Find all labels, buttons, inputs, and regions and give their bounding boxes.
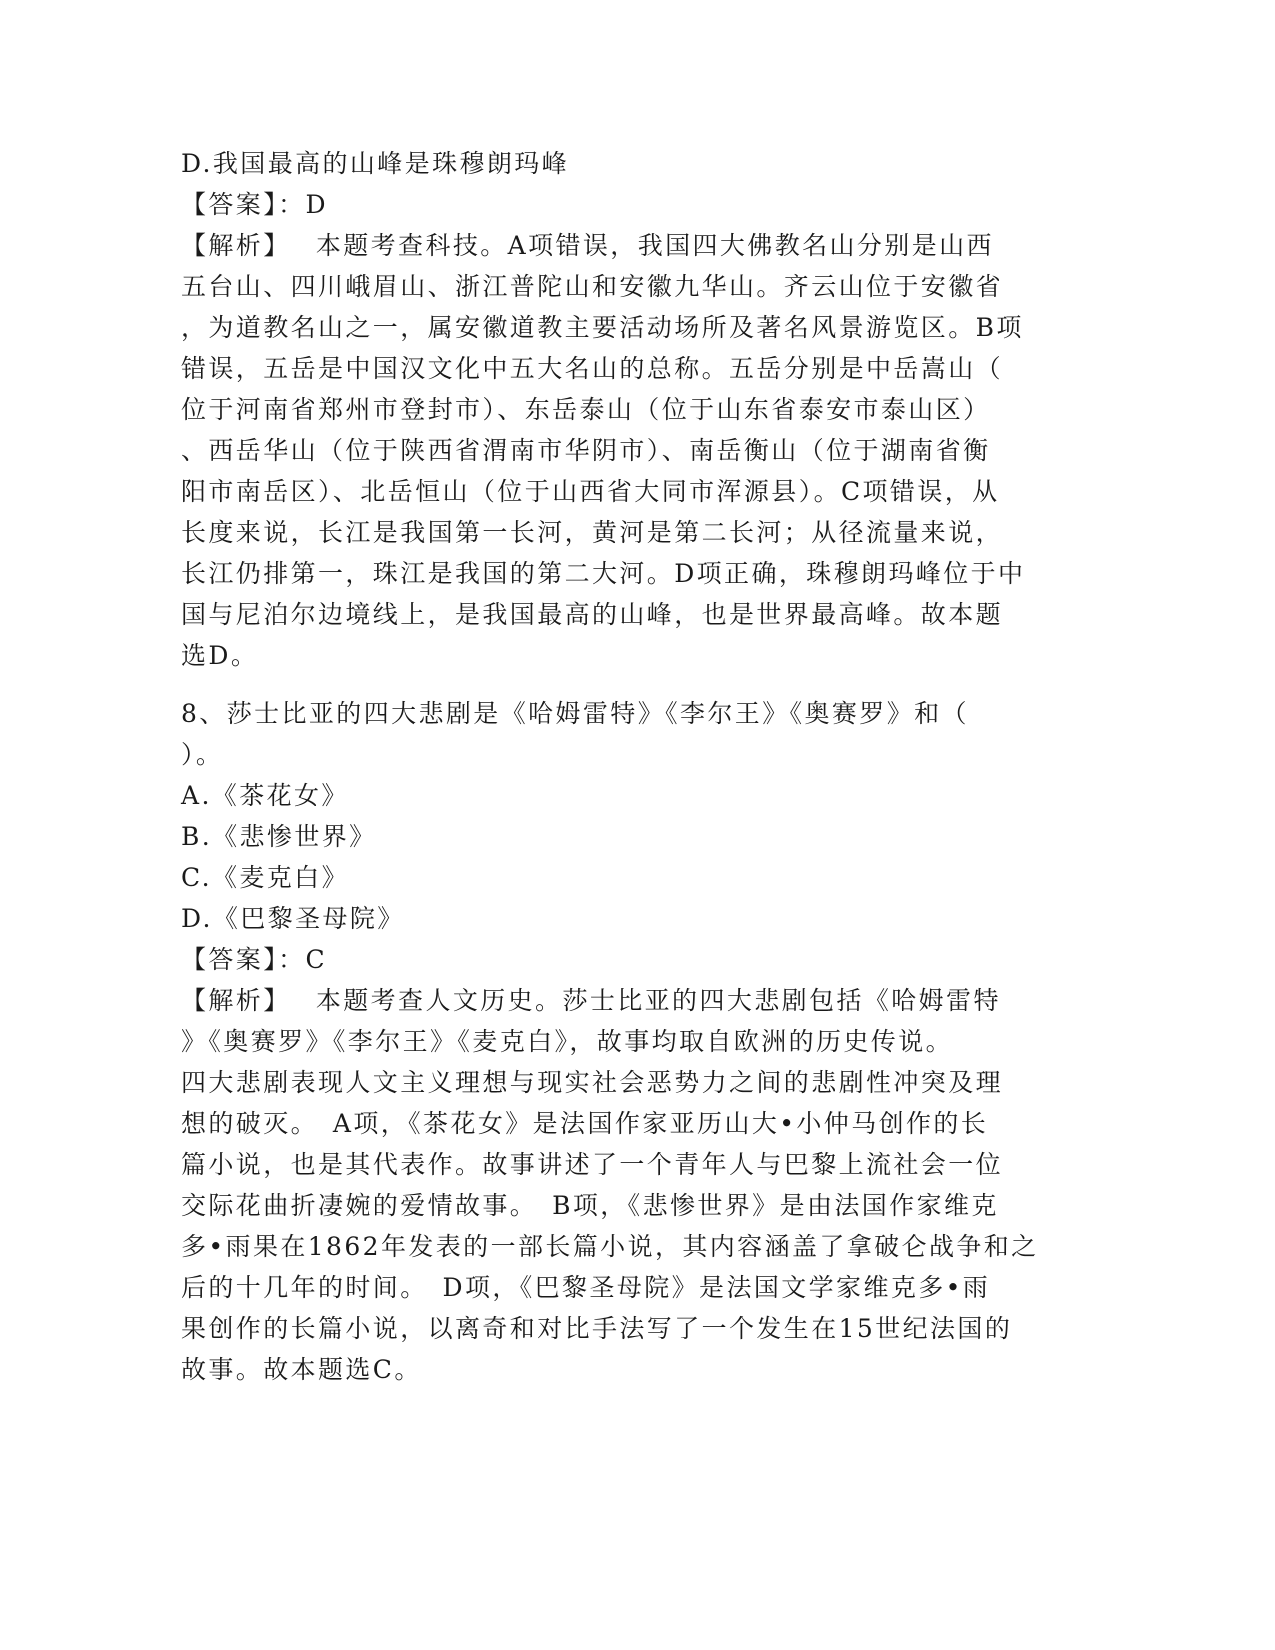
- q8-question: [181, 693, 1041, 775]
- q8-question-line: ）。: [181, 740, 224, 769]
- q8-analysis-line: 四大悲剧表现人文主义理想与现实社会恶势力之间的悲剧性冲突及理: [181, 1068, 1004, 1097]
- q7-analysis-line: 位于河南省郑州市登封市）、东岳泰山（位于山东省泰安市泰山区）: [181, 395, 991, 424]
- q8-analysis-line: 篇小说，也是其代表作。故事讲述了一个青年人与巴黎上流社会一位: [181, 1150, 1004, 1179]
- q7-analysis-line: 、西岳华山（位于陕西省渭南市华阴市）、南岳衡山（位于湖南省衡: [181, 436, 991, 465]
- q8-analysis: [181, 980, 1041, 1390]
- q8-analysis-line: 后的十几年的时间。 D项，《巴黎圣母院》是法国文学家维克多•雨: [181, 1273, 991, 1302]
- q8-analysis-line: 想的破灭。 A项，《茶花女》是法国作家亚历山大•小仲马创作的长: [181, 1109, 989, 1138]
- q7-analysis-line: 五台山、四川峨眉山、浙江普陀山和安徽九华山。齐云山位于安徽省: [181, 272, 1004, 301]
- q8-analysis-line: 》《奥赛罗》《李尔王》《麦克白》，故事均取自欧洲的历史传说。: [181, 1027, 954, 1056]
- q7-answer: 【答案】：D: [181, 190, 328, 219]
- q8-analysis-line: 果创作的长篇小说，以离奇和对比手法写了一个发生在15世纪法国的: [181, 1314, 1013, 1343]
- q8-answer: 【答案】：C: [181, 945, 328, 974]
- q7-analysis-line: ，为道教名山之一，属安徽道教主要活动场所及著名风景游览区。B项: [181, 313, 1024, 342]
- q8-options: [181, 775, 1041, 939]
- q8-option-b: B.《悲惨世界》: [181, 822, 377, 851]
- document-page: [181, 143, 1041, 1390]
- q8-analysis-line: 故事。故本题选C。: [181, 1355, 422, 1384]
- q8-option-d: D.《巴黎圣母院》: [181, 904, 405, 933]
- q8-option-c: C.《麦克白》: [181, 863, 349, 892]
- q7-analysis-line: 【解析】 本题考查科技。A项错误，我国四大佛教名山分别是山西: [181, 231, 994, 260]
- q8-analysis-line: 【解析】 本题考查人文历史。莎士比亚的四大悲剧包括《哈姆雷特: [181, 986, 1001, 1015]
- question-spacer: [181, 676, 1041, 693]
- q8-question-line: 8、莎士比亚的四大悲剧是《哈姆雷特》《李尔王》《奥赛罗》和（: [181, 699, 969, 728]
- q7-option-d: D.我国最高的山峰是珠穆朗玛峰: [181, 149, 570, 178]
- q7-analysis-line: 长江仍排第一，珠江是我国的第二大河。D项正确，珠穆朗玛峰位于中: [181, 559, 1026, 588]
- q7-analysis-line: 错误，五岳是中国汉文化中五大名山的总称。五岳分别是中岳嵩山（: [181, 354, 1004, 383]
- q8-analysis-line: 交际花曲折凄婉的爱情故事。 B项，《悲惨世界》是由法国作家维克: [181, 1191, 999, 1220]
- q7-analysis-line: 阳市南岳区）、北岳恒山（位于山西省大同市浑源县）。C项错误，从: [181, 477, 1000, 506]
- q7-analysis: [181, 225, 1041, 676]
- q7-analysis-line: 长度来说，长江是我国第一长河，黄河是第二长河；从径流量来说，: [181, 518, 1004, 547]
- q7-analysis-line: 国与尼泊尔边境线上，是我国最高的山峰，也是世界最高峰。故本题: [181, 600, 1004, 629]
- q8-analysis-line: 多•雨果在1862年发表的一部长篇小说，其内容涵盖了拿破仑战争和之: [181, 1232, 1039, 1261]
- q7-analysis-line: 选D。: [181, 641, 259, 670]
- q8-option-a: A.《茶花女》: [181, 781, 349, 810]
